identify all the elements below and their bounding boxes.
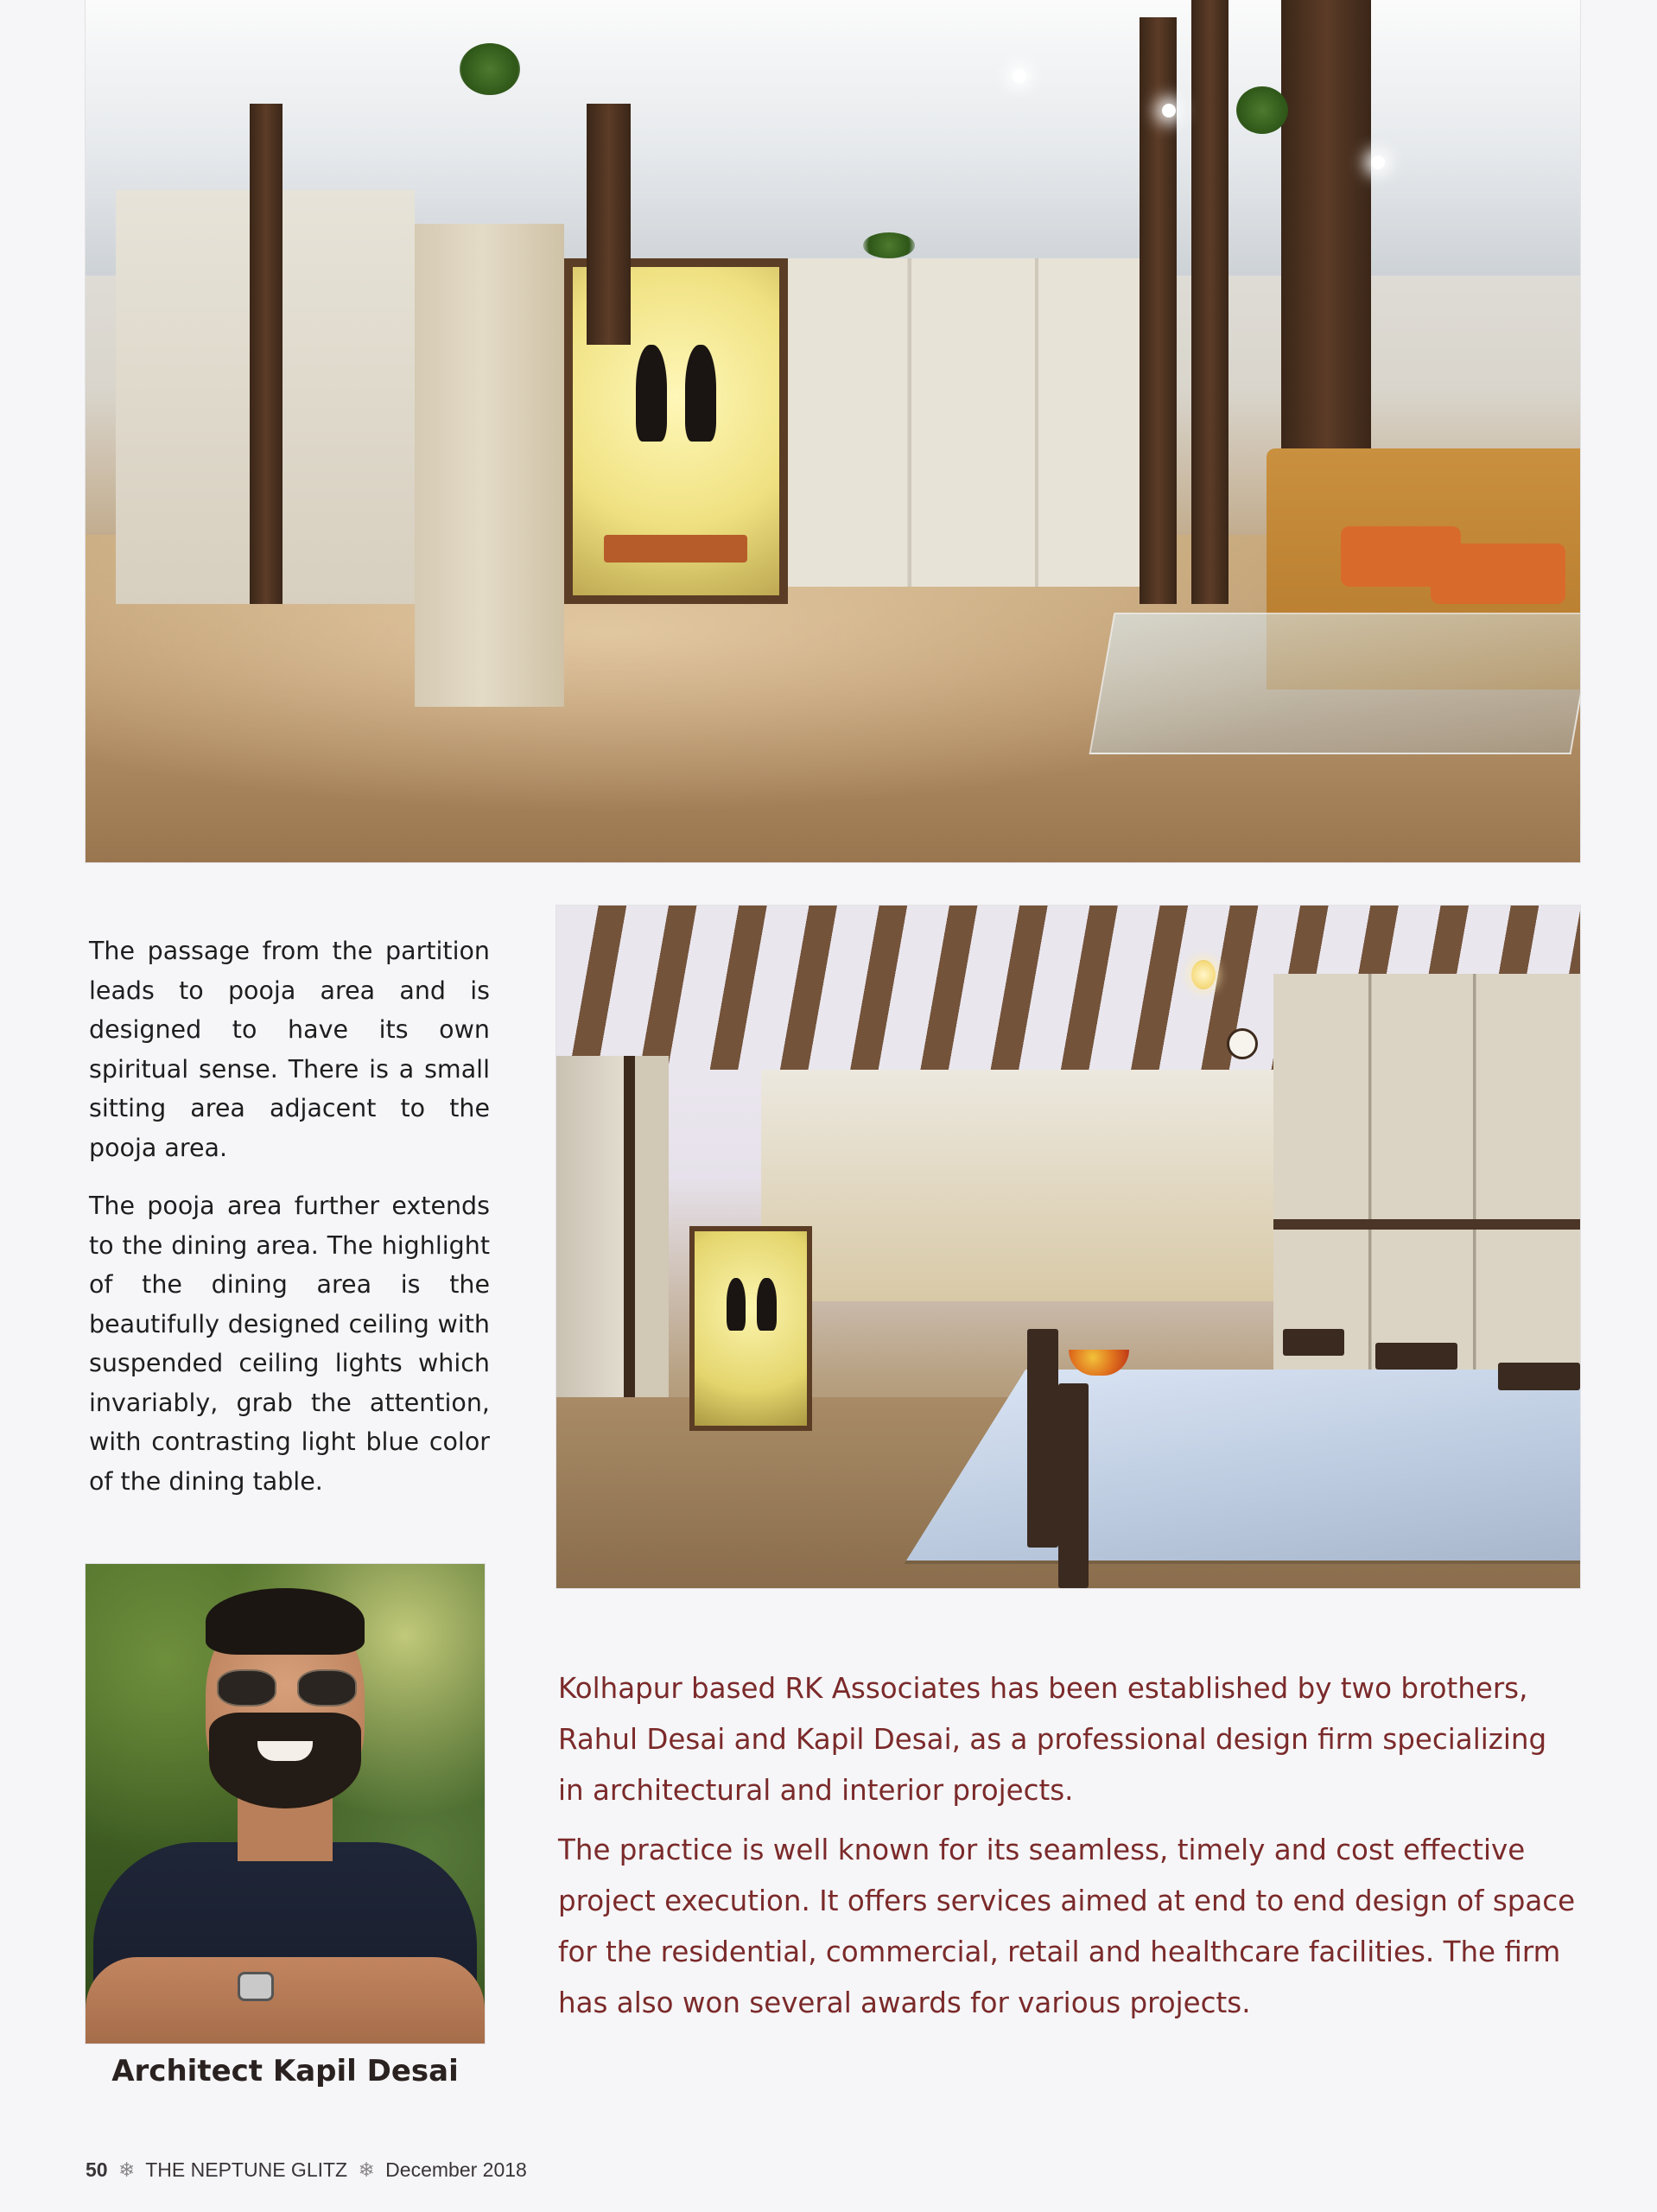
dining-chair [1027,1329,1058,1548]
firm-description [558,1663,1576,2037]
partition-wall [415,224,564,707]
hanging-plant [460,43,520,95]
firm-paragraph: Kolhapur based RK Associates has been established by two brothers, Rahul Desai and Kapil Desai, as a professional design firm specializing in architectural and interior projects. [558,1672,1547,1807]
page-number: 50 [86,2158,108,2181]
hair [206,1588,365,1656]
idol-figure [685,345,716,442]
beard [209,1713,361,1808]
dining-chair [1283,1329,1344,1357]
snowflake-icon: ❄ [117,2158,136,2181]
dining-table [906,1370,1580,1560]
sunglasses-lens [217,1669,276,1707]
architect-portrait-photo [86,1564,485,2044]
page-footer [86,2157,527,2183]
back-wall [761,1070,1273,1302]
snowflake-icon: ❄ [358,2158,375,2181]
sunglasses-lens [297,1669,357,1707]
wood-column [250,104,283,604]
body-text-column [89,931,490,1520]
issue-date: December 2018 [385,2158,527,2181]
living-room-pooja-photo [86,0,1580,862]
dining-chair [1375,1343,1457,1370]
ceiling-light [1013,69,1026,83]
ceiling-light [1371,156,1385,169]
portrait-caption: Architect Kapil Desai [111,2054,459,2088]
cushion [1431,543,1565,604]
wristwatch [238,1972,274,2001]
firm-paragraph: The practice is well known for its seamless, timely and cost effective project execution. It offers services aimed at end to end design of space for the residential, commercial, retail and healthcare facilities. The firm has also won several awards for various projects. [558,1834,1576,2019]
idol-figure [757,1278,777,1332]
dining-chair [1498,1363,1580,1390]
ceiling-light [1162,104,1176,118]
wood-column [1191,0,1228,604]
pooja-shelf [604,535,747,563]
wood-column [1281,0,1371,448]
smile [257,1741,314,1760]
idol-figure [727,1278,746,1332]
dining-chair [1058,1383,1089,1588]
idol-figure [636,345,667,442]
body-paragraph: The pooja area further extends to the dining area. The highlight of the dining area is the beautifully designed ceiling with suspended ceiling lights which invariably, grab the attention, with contrasting light blue color of the dining table. [89,1192,490,1496]
wood-column [587,104,632,345]
magazine-name: THE NEPTUNE GLITZ [145,2158,348,2181]
glass-coffee-table [1089,613,1580,754]
body-paragraph: The passage from the partition leads to pooja area and is designed to have its own spiritual sense. There is a small sitting area adjacent to the pooja area. [89,937,490,1162]
hanging-plant [1236,86,1288,134]
storage-cabinets [788,258,1162,586]
dining-area-photo [556,906,1580,1588]
crossed-arms [86,1957,485,2044]
pooja-unit [689,1226,812,1431]
pendant-lamp [1191,960,1216,989]
